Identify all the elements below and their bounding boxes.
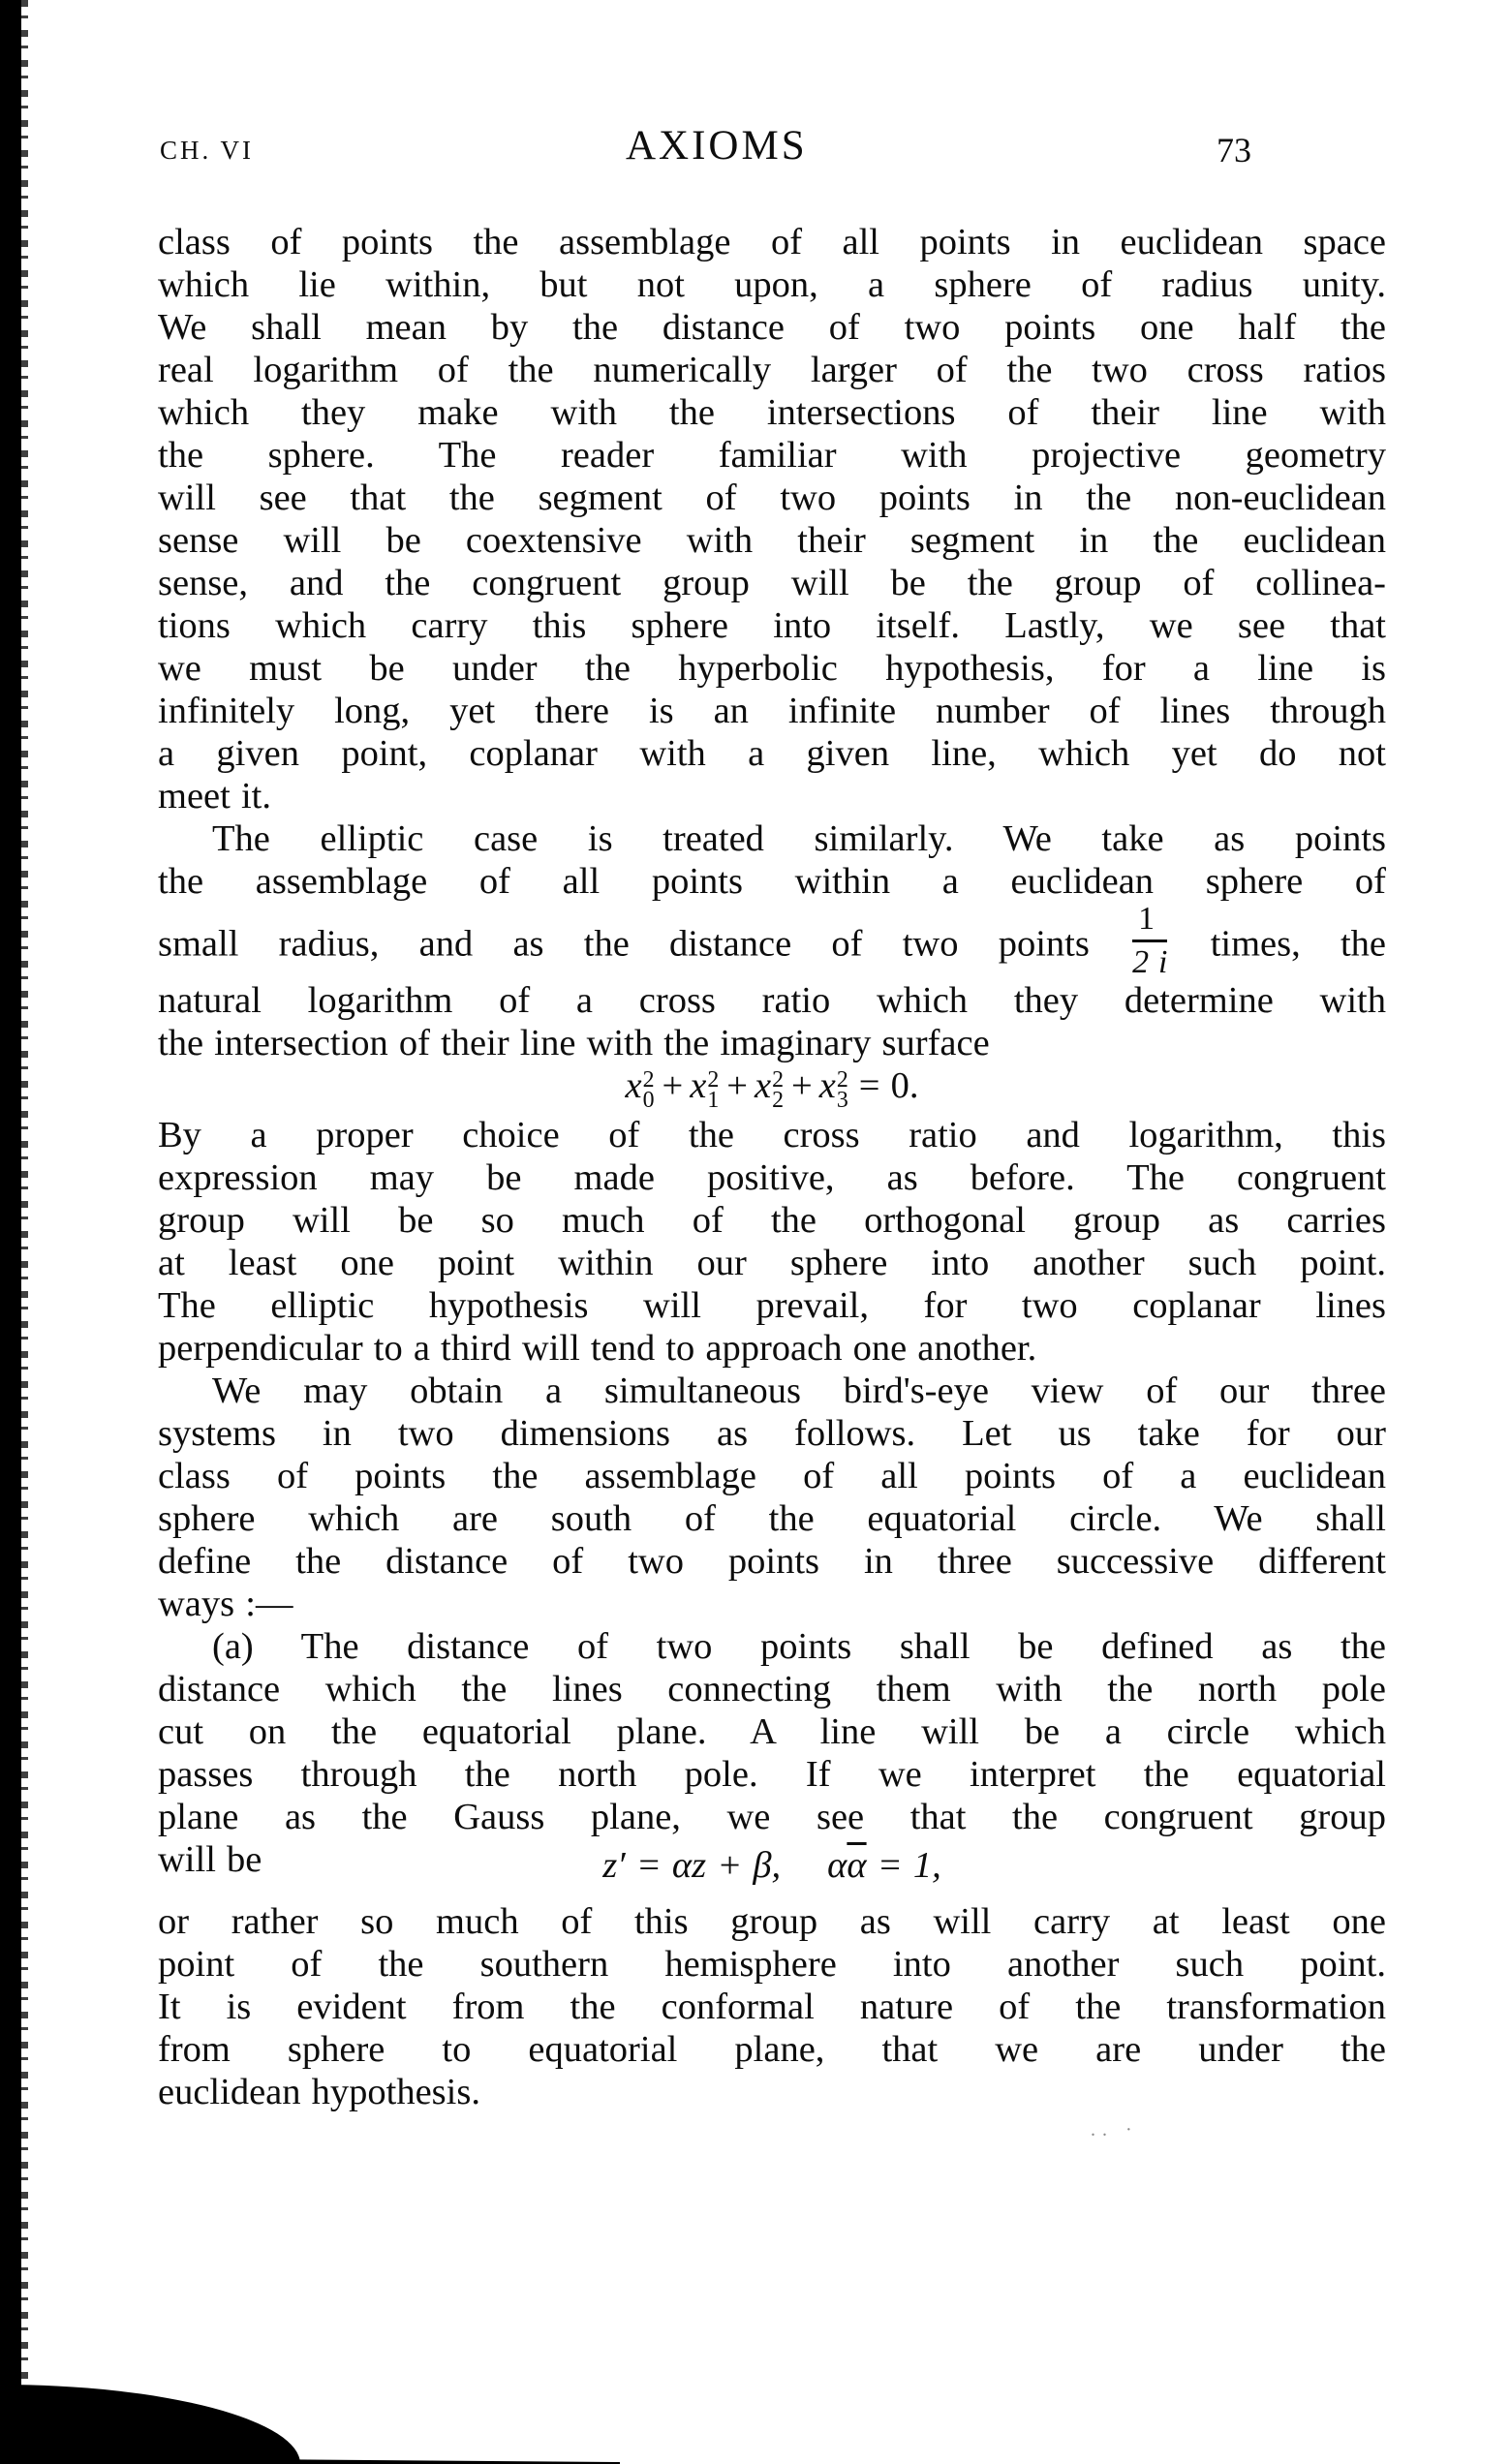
equation-lhs: z′ = αz + β, (602, 1845, 782, 1887)
text-line: passes through the north pole. If we interpret the equatorial (158, 1754, 1386, 1796)
text-line: ways :— (158, 1584, 293, 1625)
equation-term: x 2 2 (755, 1064, 785, 1113)
plus-sign: + (726, 1064, 748, 1106)
text-line: we must be under the hyperbolic hypothesis, for a line is (158, 648, 1386, 689)
text-line: plane as the Gauss plane, we see that the congruent group (158, 1797, 1386, 1838)
scan-corner-blob (0, 2385, 300, 2464)
equation-rhs: = 0. (858, 1064, 919, 1106)
text-line: tions which carry this sphere into itself. Lastly, we see that (158, 605, 1386, 646)
text-line: or rather so much of this group as will carry at least one (158, 1901, 1386, 1943)
text-line: perpendicular to a third will tend to approach one another. (158, 1328, 1037, 1370)
page-number: 73 (1217, 131, 1251, 169)
inline-fraction (1132, 903, 1167, 979)
text-line: will be (158, 1839, 262, 1881)
text-line: The elliptic hypothesis will prevail, for two coplanar lines (158, 1285, 1386, 1327)
text-block (158, 221, 1386, 2113)
equation-term: x 2 3 (818, 1064, 848, 1113)
equation-condition: $\alpha\overline{\alpha} = 1$, (827, 1845, 941, 1887)
text-line: the assemblage of all points within a euclidean sphere of (158, 861, 1386, 902)
frac-line-pre: small radius, and as the distance of two points (158, 923, 1090, 965)
fraction-numerator: 1 (1132, 903, 1167, 942)
text-line: meet it. (158, 776, 271, 816)
paragraph-2 (158, 817, 1386, 1064)
text-line: group will be so much of the orthogonal group as carries (158, 1200, 1386, 1242)
text-line: By a proper choice of the cross ratio and logarithm, this (158, 1115, 1386, 1156)
ink-specks: .. · (1091, 2119, 1139, 2141)
text-line: distance which the lines connecting them with the north pole (158, 1669, 1386, 1710)
frac-line-post: times, the (1210, 923, 1387, 965)
text-line: natural logarithm of a cross ratio which they determine with (158, 979, 1386, 1021)
equation-term: x 2 0 (625, 1064, 655, 1113)
text-line: infinitely long, yet there is an infinite number of lines through (158, 691, 1386, 731)
display-equation-2 (158, 1844, 1386, 1887)
fraction-denominator: 2 i (1132, 943, 1168, 980)
text-line: systems in two dimensions as follows. Let us take for our (158, 1413, 1386, 1455)
text-line: define the distance of two points in three successive different (158, 1541, 1386, 1583)
paragraph-6 (158, 1900, 1386, 2113)
text-line: sense, and the congruent group will be the group of collinea- (158, 563, 1386, 603)
text-line: which they make with the intersections of their line with (158, 392, 1386, 433)
running-head-title: AXIOMS (626, 123, 808, 169)
paragraph-5 (158, 1625, 1386, 1881)
display-equation-1 (158, 1064, 1386, 1113)
text-line: sphere which are south of the equatorial circle. We shall (158, 1498, 1386, 1540)
text-line: cut on the equatorial plane. A line will be a circle which (158, 1711, 1386, 1753)
alpha-bar: $\overline{\alpha}$ (847, 1845, 867, 1887)
text-line: We may obtain a simultaneous bird's-eye view of our three (212, 1371, 1386, 1412)
text-line: The elliptic case is treated similarly. We take as points (212, 818, 1386, 859)
text-line: class of points the assemblage of all points of a euclidean (158, 1456, 1386, 1497)
plus-sign: + (791, 1064, 813, 1106)
paragraph-1 (158, 221, 1386, 817)
text-line: expression may be made positive, as before. The congruent (158, 1157, 1386, 1199)
text-line: class of points the assemblage of all points in euclidean space (158, 222, 1386, 262)
scan-gutter-band (0, 0, 21, 2464)
text-line: which lie within, but not upon, a sphere of radius unity. (158, 264, 1386, 305)
text-line: euclidean hypothesis. (158, 2072, 480, 2113)
text-line: from sphere to equatorial plane, that we are under the (158, 2029, 1386, 2071)
running-head-chapter: CH. VI (160, 136, 255, 165)
scan-gutter-fuzz (21, 0, 28, 2464)
text-line: It is evident from the conformal nature of the transformation (158, 1987, 1386, 2028)
text-line: a given point, coplanar with a given line, which yet do not (158, 733, 1386, 774)
text-line: at least one point within our sphere into another such point. (158, 1243, 1386, 1284)
text-line: We shall mean by the distance of two points one half the (158, 307, 1386, 348)
text-line (158, 903, 1386, 979)
text-line: (a) The distance of two points shall be defined as the (212, 1626, 1386, 1668)
text-line: will see that the segment of two points in the non-euclidean (158, 477, 1386, 518)
plus-sign: + (662, 1064, 684, 1106)
paragraph-3 (158, 1114, 1386, 1370)
text-line: point of the southern hemisphere into another such point. (158, 1944, 1386, 1986)
text-line: sense will be coextensive with their segment in the euclidean (158, 520, 1386, 561)
text-line: the intersection of their line with the imaginary surface (158, 1022, 990, 1063)
equation-term: x 2 1 (690, 1064, 720, 1113)
text-line: the sphere. The reader familiar with projective geometry (158, 435, 1386, 476)
paragraph-4 (158, 1370, 1386, 1625)
text-line: real logarithm of the numerically larger of the two cross ratios (158, 350, 1386, 390)
